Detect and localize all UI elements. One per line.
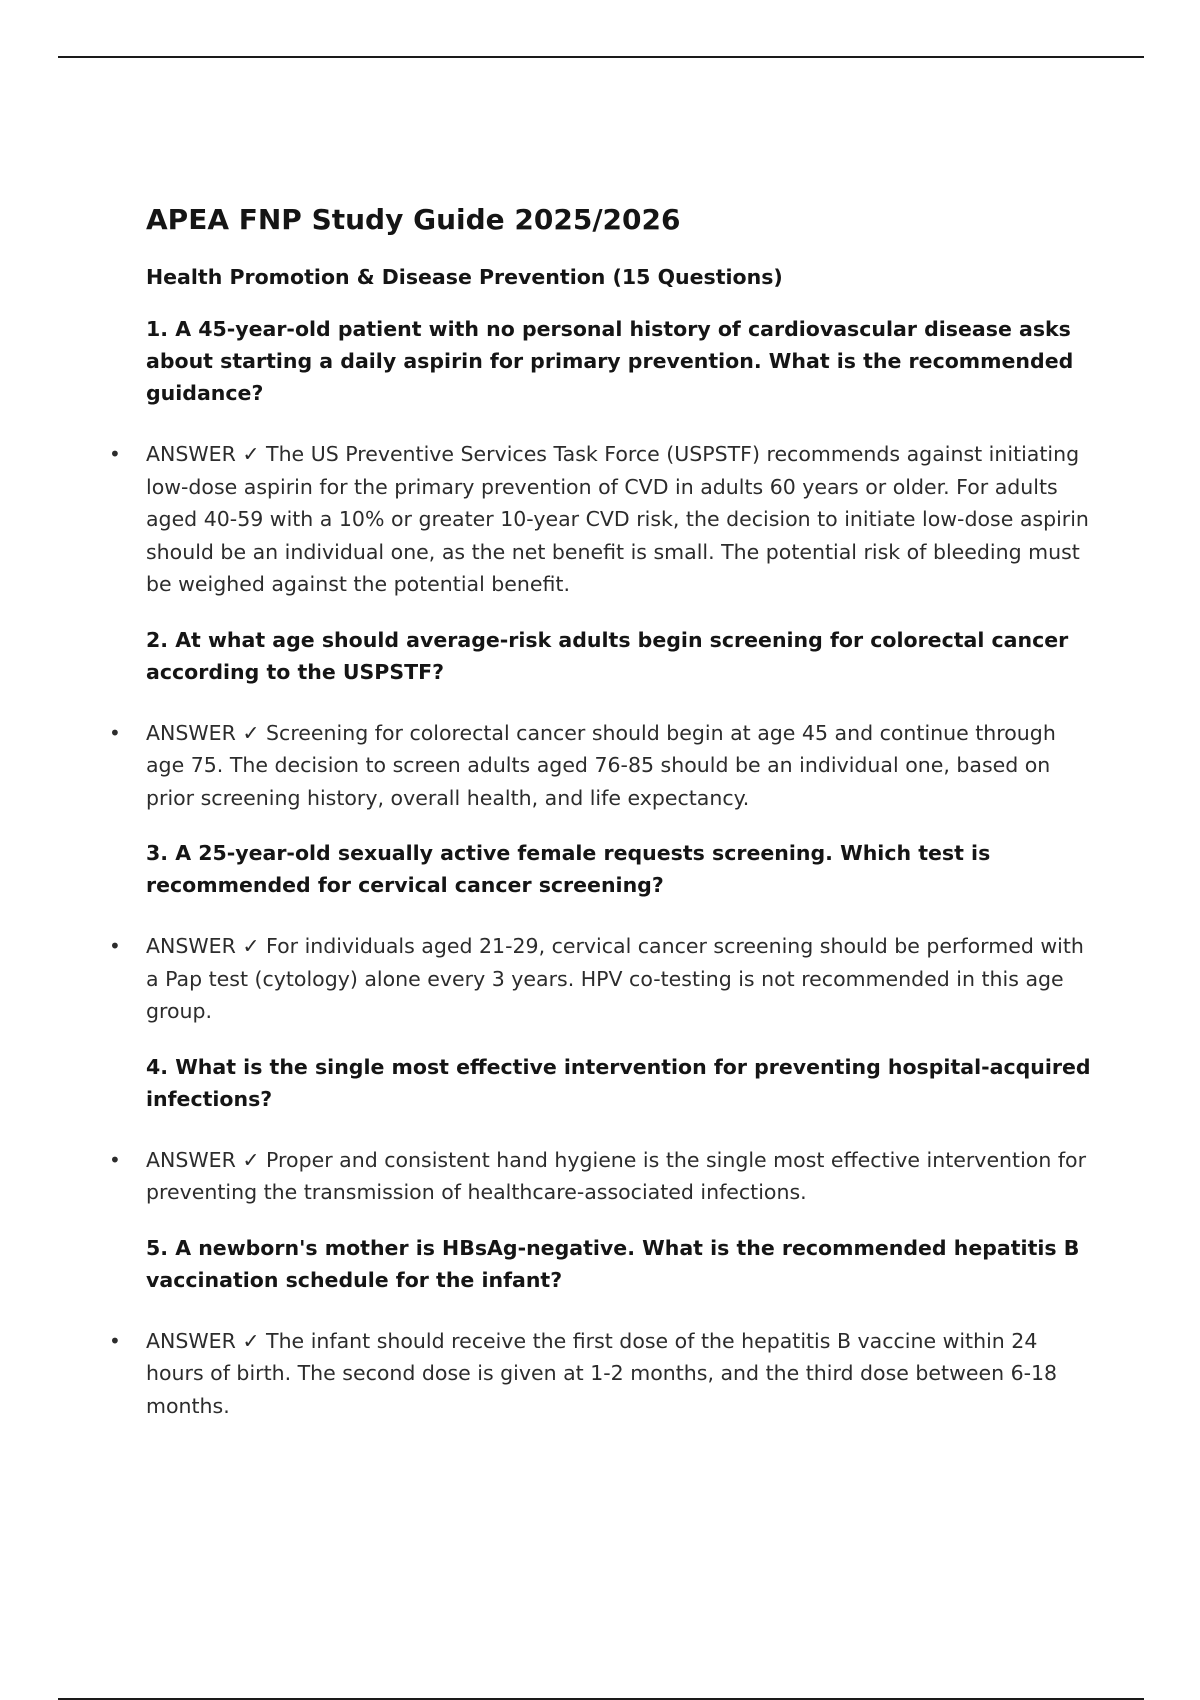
top-rule (58, 56, 1144, 58)
question-text: 4. What is the single most effective intervention for preventing hospital-acquired infections? (146, 1054, 1091, 1111)
bullet-icon: • (109, 934, 121, 958)
answer-text (109, 1325, 1096, 1423)
qa-item-5 (109, 1232, 1096, 1423)
bullet-icon: • (109, 1147, 121, 1172)
document-body (109, 199, 1096, 1422)
answer-body: ANSWER ✓ For individuals aged 21-29, cervical cancer screening should be performed with a Pap test (cytology) alone every 3 years. HPV co-testing is not recommended in this age group. (146, 934, 1084, 1023)
document-title: APEA FNP Study Guide 2025/2026 (146, 203, 681, 236)
question-text: 2. At what age should average-risk adults begin screening for colorectal cancer according to the USPSTF? (146, 627, 1069, 684)
bullet-icon: • (109, 1328, 121, 1353)
answer-body: ANSWER ✓ Proper and consistent hand hygiene is the single most effective intervention for preventing the transmission of healthcare-associated infections. (146, 1147, 1087, 1204)
answer-text (109, 438, 1096, 601)
question-text: 3. A 25-year-old sexually active female requests screening. Which test is recommended for cervical cancer screening? (146, 841, 991, 897)
answer-text (109, 1144, 1096, 1209)
qa-item-4 (109, 1051, 1096, 1209)
answer-body: ANSWER ✓ The US Preventive Services Task Force (USPSTF) recommends against initiating low-dose aspirin for the primary prevention of CVD in adults 60 years or older. For adults aged 40-59 with a 10% or greater 10-year CVD risk, the decision to initiate low-dose aspirin should be an individual one, as the net benefit is small. The potential risk of bleeding must be weighed against the potential benefit. (146, 442, 1089, 596)
answer-body: ANSWER ✓ Screening for colorectal cancer should begin at age 45 and continue through age 75. The decision to screen adults aged 76-85 should be an individual one, based on prior screening history, overall health, and life expectancy. (146, 720, 1056, 810)
answer-body: ANSWER ✓ The infant should receive the first dose of the hepatitis B vaccine within 24 hours of birth. The second dose is given at 1-2 months, and the third dose between 6-18 months. (146, 1328, 1058, 1418)
bullet-icon: • (109, 442, 121, 466)
answer-text (109, 717, 1096, 815)
qa-item-1 (109, 313, 1096, 601)
qa-item-3 (109, 837, 1096, 1028)
bullet-icon: • (109, 720, 121, 745)
question-text: 1. A 45-year-old patient with no personal history of cardiovascular disease asks about starting a daily aspirin for primary prevention. What is the recommended guidance? (146, 317, 1074, 405)
section-heading: Health Promotion & Disease Prevention (15 Questions) (146, 265, 783, 289)
question-text: 5. A newborn's mother is HBsAg-negative. What is the recommended hepatitis B vaccination schedule for the infant? (146, 1235, 1080, 1292)
answer-text (109, 930, 1096, 1028)
qa-item-2 (109, 624, 1096, 815)
